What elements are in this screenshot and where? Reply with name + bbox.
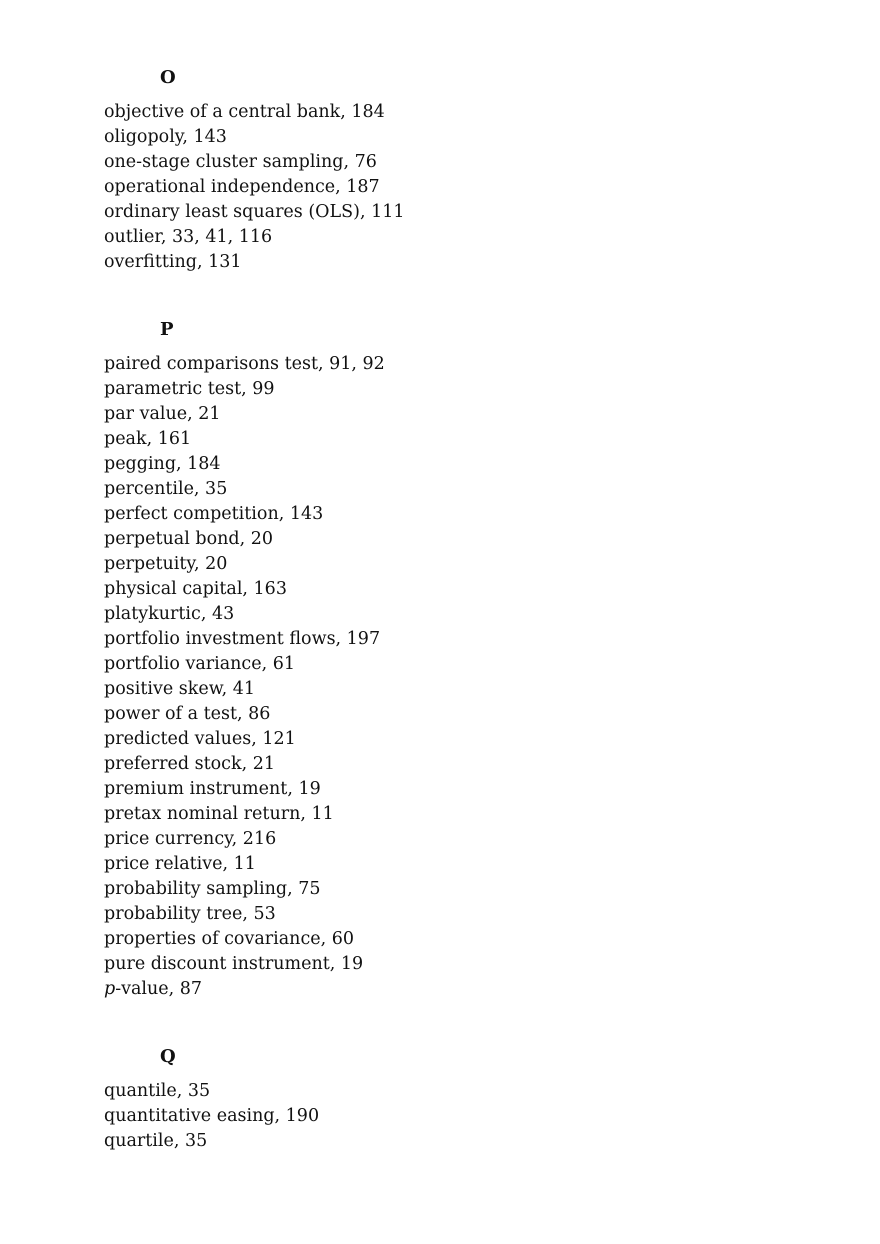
index-entry-list [104, 100, 804, 275]
index-entry: portfolio investment flows, 197 [104, 629, 381, 649]
index-entry: paired comparisons test, 91, 92 [104, 354, 385, 374]
index-entry: price relative, 11 [104, 854, 256, 874]
index-entry: one-stage cluster sampling, 76 [104, 152, 377, 172]
section-letter-heading: O [160, 67, 176, 88]
index-entry: perpetuity, 20 [104, 554, 228, 574]
index-entry: probability tree, 53 [104, 904, 276, 924]
index-entry: quantitative easing, 190 [104, 1106, 320, 1126]
section-letter-heading: P [160, 319, 174, 340]
index-entry-list [104, 352, 804, 1002]
index-section-p [104, 312, 804, 1002]
index-entry: par value, 21 [104, 404, 221, 424]
index-entry: properties of covariance, 60 [104, 929, 355, 949]
index-entry: perpetual bond, 20 [104, 529, 273, 549]
index-entry: portfolio variance, 61 [104, 654, 295, 674]
index-entry: pegging, 184 [104, 454, 221, 474]
index-entry: peak, 161 [104, 429, 192, 449]
index-entry: objective of a central bank, 184 [104, 102, 385, 122]
index-entry: oligopoly, 143 [104, 127, 227, 147]
index-entry: platykurtic, 43 [104, 604, 235, 624]
index-page [104, 60, 804, 1154]
index-entry: price currency, 216 [104, 829, 277, 849]
index-section-o [104, 60, 804, 275]
index-entry: preferred stock, 21 [104, 754, 275, 774]
index-entry: quartile, 35 [104, 1131, 208, 1151]
index-entry: predicted values, 121 [104, 729, 296, 749]
p-value-italic-p: p [104, 979, 116, 999]
index-entry: parametric test, 99 [104, 379, 275, 399]
index-entry: physical capital, 163 [104, 579, 287, 599]
index-entry: outlier, 33, 41, 116 [104, 227, 273, 247]
index-entry: positive skew, 41 [104, 679, 255, 699]
index-entry: perfect competition, 143 [104, 504, 324, 524]
index-entry: ordinary least squares (OLS), 111 [104, 202, 405, 222]
p-value-rest: -value, 87 [115, 979, 203, 999]
index-entry: pure discount instrument, 19 [104, 954, 364, 974]
index-entry: quantile, 35 [104, 1081, 211, 1101]
index-entry: overfitting, 131 [104, 252, 242, 272]
index-section-q [104, 1039, 804, 1154]
index-entry: premium instrument, 19 [104, 779, 321, 799]
index-entry: power of a test, 86 [104, 704, 271, 724]
index-entry: percentile, 35 [104, 479, 228, 499]
index-entry: operational independence, 187 [104, 177, 380, 197]
index-entry-list [104, 1079, 804, 1154]
index-entry: pretax nominal return, 11 [104, 804, 334, 824]
index-entry-p-value [104, 977, 804, 1002]
section-letter-heading: Q [160, 1046, 176, 1067]
index-entry: probability sampling, 75 [104, 879, 321, 899]
